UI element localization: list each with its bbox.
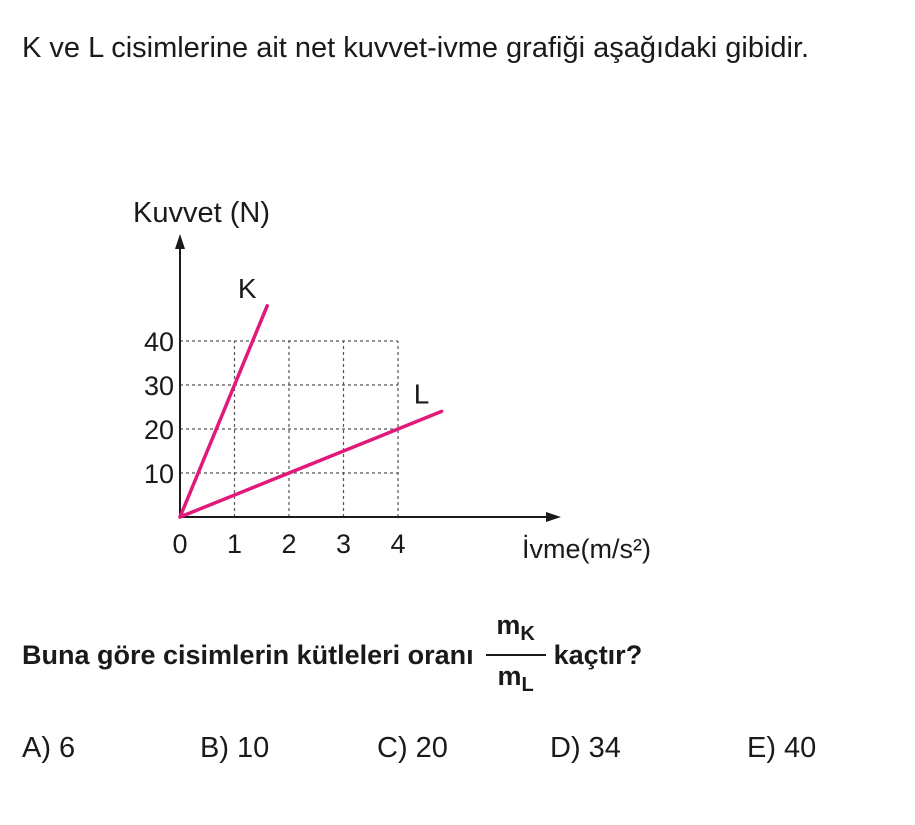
denominator-subscript: L — [521, 674, 534, 696]
y-axis-title: Kuvvet (N) — [133, 197, 270, 229]
question-prompt: Buna göre cisimlerin kütleleri oranı — [22, 639, 474, 670]
x-axis-title: İvme(m/s²) — [522, 534, 651, 564]
x-tick-label: 4 — [390, 529, 406, 559]
fraction-bar — [486, 654, 546, 656]
question-prompt-row — [22, 610, 642, 700]
chart-series — [180, 306, 442, 517]
denominator-symbol: m — [497, 661, 522, 691]
x-tick-label: 0 — [172, 529, 188, 559]
chart-grid — [180, 341, 398, 517]
question-intro: K ve L cisimlerine ait net kuvvet-ivme grafiği aşağıdaki gibidir. — [22, 32, 810, 64]
x-axis-arrow-icon — [546, 512, 561, 522]
option-c[interactable]: C) 20 — [377, 732, 448, 764]
numerator-subscript: K — [520, 623, 535, 645]
y-tick-label: 40 — [143, 327, 174, 357]
x-tick-label: 2 — [281, 529, 297, 559]
series-label-K: K — [237, 272, 257, 304]
y-tick-label: 30 — [143, 371, 174, 401]
option-b[interactable]: B) 10 — [200, 732, 270, 764]
series-label-L: L — [413, 378, 430, 410]
fraction-numerator — [496, 610, 534, 649]
y-tick-label: 20 — [143, 415, 174, 445]
numerator-symbol: m — [496, 610, 521, 640]
question-suffix: kaçtır? — [553, 639, 643, 670]
option-e[interactable]: E) 40 — [747, 732, 817, 764]
y-axis-arrow-icon — [175, 234, 185, 249]
x-tick-label: 3 — [335, 529, 352, 559]
series-line-L — [180, 411, 442, 517]
chart-axes — [175, 234, 561, 522]
y-tick-label: 10 — [143, 459, 174, 489]
chart-labels — [133, 197, 651, 564]
answer-options — [22, 732, 902, 772]
option-d[interactable]: D) 34 — [550, 732, 621, 764]
mass-ratio-fraction — [486, 610, 546, 700]
option-a[interactable]: A) 6 — [22, 732, 76, 764]
x-tick-label: 1 — [226, 529, 243, 559]
fraction-denominator — [498, 661, 534, 700]
